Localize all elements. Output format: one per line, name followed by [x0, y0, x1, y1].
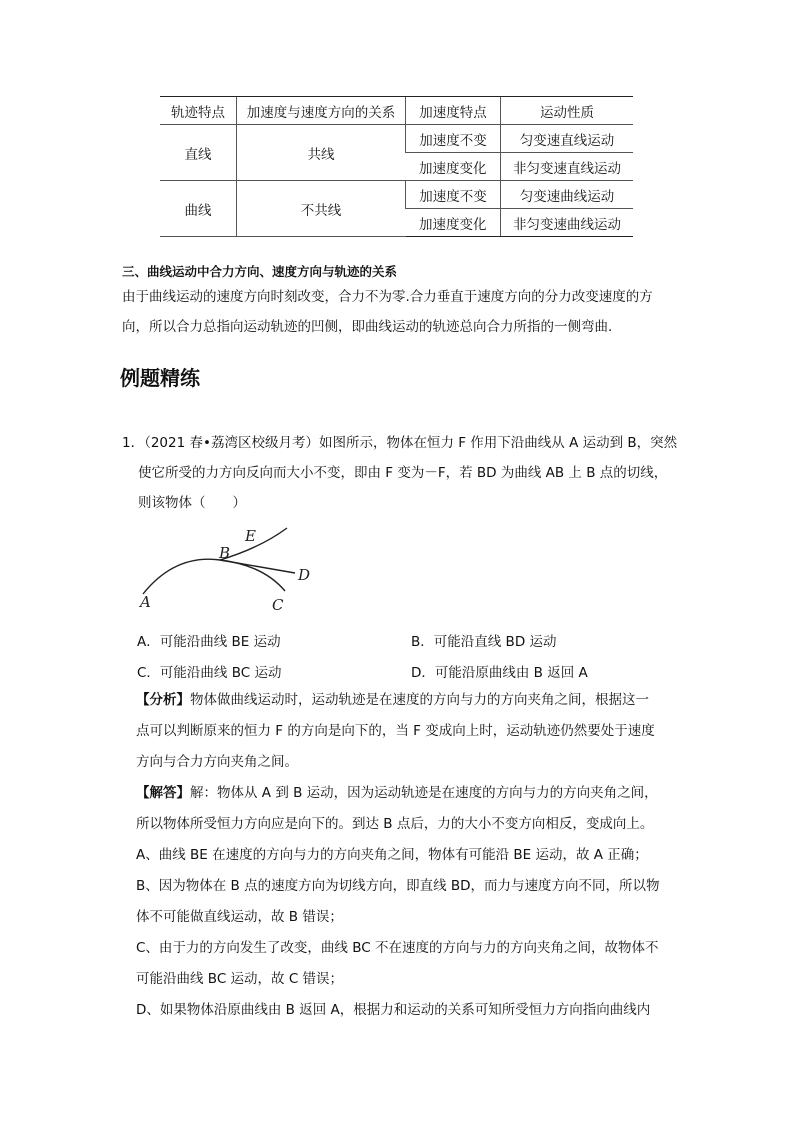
label-b: B	[219, 544, 231, 562]
examples-title: 例题精练	[120, 366, 200, 390]
solution-tag: 【解答】	[136, 785, 190, 801]
option-c: C．可能沿曲线 BC 运动	[137, 665, 282, 681]
option-a: A．可能沿曲线 BE 运动	[137, 634, 281, 650]
trajectory-diagram	[135, 520, 330, 620]
cell-nature: 非匀变速直线运动	[501, 153, 634, 181]
question-line: 则该物体（ ）	[138, 495, 246, 511]
cell-nature: 非匀变速曲线运动	[501, 209, 634, 237]
section-paragraph	[122, 282, 682, 342]
solution-block	[136, 778, 684, 1026]
cell-accel: 加速度不变	[406, 125, 501, 153]
analysis-tag: 【分析】	[136, 692, 190, 708]
question-line: 1．（2021 春•荔湾区校级月考）如图所示，物体在恒力 F 作用下沿曲线从 A 运动到 B，突然	[122, 435, 678, 451]
analysis-line: 方向与合力方向夹角之间。	[136, 754, 298, 770]
cell-accel: 加速度变化	[406, 209, 501, 237]
cell-trajectory-curve: 曲线	[160, 181, 237, 237]
label-c: C	[272, 596, 284, 614]
curve-ab	[143, 559, 220, 594]
cell-trajectory-straight: 直线	[160, 125, 237, 181]
paragraph-line: 由于曲线运动的速度方向时刻改变，合力不为零.合力垂直于速度方向的分力改变速度的方	[122, 289, 653, 305]
table-row	[160, 181, 633, 209]
cell-relation-noncollinear: 不共线	[237, 181, 406, 237]
section-heading: 三、曲线运动中合力方向、速度方向与轨迹的关系	[122, 264, 398, 279]
table-row	[160, 125, 633, 153]
solution-line: 所以物体所受恒力方向应是向下的。到达 B 点后，力的大小不变方向相反，变成向上。	[136, 816, 654, 832]
cell-nature: 匀变速曲线运动	[501, 181, 634, 209]
solution-line: B、因为物体在 B 点的速度方向为切线方向，即直线 BD，而力与速度方向不同，所以物	[136, 878, 660, 894]
table-header-row	[160, 97, 633, 125]
analysis-block	[136, 685, 684, 778]
solution-line: A、曲线 BE 在速度的方向与力的方向夹角之间，物体有可能沿 BE 运动，故 A 正确；	[136, 847, 648, 863]
analysis-line: 物体做曲线运动时，运动轨迹是在速度的方向与力的方向夹角之间，根据这一	[190, 692, 649, 708]
cell-relation-collinear: 共线	[237, 125, 406, 181]
solution-line: 体不可能做直线运动，故 B 错误；	[136, 909, 343, 925]
cell-nature: 匀变速直线运动	[501, 125, 634, 153]
col-header-trajectory: 轨迹特点	[160, 97, 237, 125]
label-a: A	[140, 593, 151, 611]
solution-line: 解：物体从 A 到 B 运动，因为运动轨迹是在速度的方向与力的方向夹角之间，	[190, 785, 658, 801]
label-d: D	[298, 566, 311, 584]
solution-line: C、由于力的方向发生了改变，曲线 BC 不在速度的方向与力的方向夹角之间，故物体不	[136, 940, 659, 956]
cell-accel: 加速度不变	[406, 181, 501, 209]
option-b: B．可能沿直线 BD 运动	[411, 634, 557, 650]
col-header-nature: 运动性质	[501, 97, 634, 125]
motion-properties-table	[160, 96, 633, 237]
col-header-relation: 加速度与速度方向的关系	[237, 97, 406, 125]
label-e: E	[245, 527, 256, 545]
curve-bc	[220, 560, 285, 591]
cell-accel: 加速度变化	[406, 153, 501, 181]
question-line: 使它所受的力方向反向而大小不变，即由 F 变为－F，若 BD 为曲线 AB 上 B 点的切线，	[138, 465, 668, 481]
solution-line: D、如果物体沿原曲线由 B 返回 A，根据力和运动的关系可知所受恒力方向指向曲线内	[136, 1002, 651, 1018]
analysis-line: 点可以判断原来的恒力 F 的方向是向下的，当 F 变成向上时，运动轨迹仍然要处于速度	[136, 723, 655, 739]
paragraph-line: 向，所以合力总指向运动轨迹的凹侧，即曲线运动的轨迹总向合力所指的一侧弯曲.	[122, 319, 613, 335]
col-header-accel: 加速度特点	[406, 97, 501, 125]
option-d: D．可能沿原曲线由 B 返回 A	[411, 665, 588, 681]
solution-line: 可能沿曲线 BC 运动，故 C 错误；	[136, 971, 344, 987]
question-stem	[122, 428, 682, 518]
